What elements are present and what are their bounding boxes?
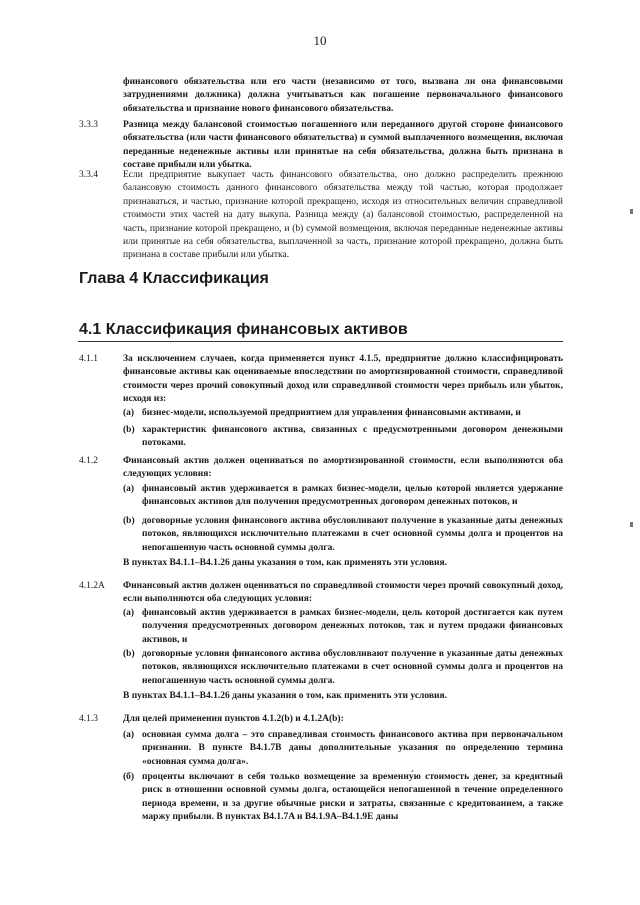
list-item-label: (a): [123, 408, 135, 418]
list-item: договорные условия финансового актива обусловливают получение в указанные даты денежных потоков, являющихся исключительно платежами в счет основной суммы долга и процентов на непогашенную часть основной суммы долга.: [142, 649, 563, 686]
paragraph-number-4-1-1: 4.1.1: [79, 354, 98, 364]
list-item: проценты включают в себя только возмещение за временну́ю стоимость денег, за кредитный риск в отношении основной суммы долга, остающейся непогашенной в течение определенного периода времени, и за другие обычные риски и затраты, связанные с кредитованием, а также маржу прибыли. В пунктах B4.1.7A и B4.1.9A–B4.1.9E даны: [142, 772, 563, 823]
paragraph-note: В пунктах B4.1.1–B4.1.26 даны указания о том, как применять эти условия.: [123, 691, 448, 701]
section-heading: 4.1 Классификация финансовых активов: [79, 321, 408, 338]
list-item-label: (b): [123, 516, 135, 526]
intro-text: финансового обязательства или его части (независимо от того, вызвана ли она финансовыми затруднениями должника) должна учитываться как погашение первоначального финансового обязательства и признание нового финансового обязательства.: [123, 77, 563, 114]
paragraph-4-1-1: За исключением случаев, когда применяется пункт 4.1.5, предприятие должно классифицировать финансовые активы как оцениваемые впоследствии по амортизированной стоимости, справедливой стоимости через прочий совокупный доход или справедливой стоимости через прибыль или убыток, исходя из:: [123, 354, 563, 405]
list-item-label: (б): [123, 772, 135, 782]
scan-mark: [630, 522, 633, 527]
paragraph-3-3-3: Разница между балансовой стоимостью погашенного или переданного другой стороне финансового обязательства (или части финансового обязательства) и суммой выплаченного возмещения, включая переданные неденежные активы или принятые на себя обязательства, должна быть признана в составе прибыли или убытка.: [123, 120, 563, 171]
chapter-heading: Глава 4 Классификация: [79, 270, 269, 287]
paragraph-number-3-3-4: 3.3.4: [79, 170, 98, 180]
list-item: финансовый актив удерживается в рамках бизнес-модели, целью которой является удержание финансовых активов для получения предусмотренных договором денежных потоков, и: [142, 484, 563, 508]
list-item: договорные условия финансового актива обусловливают получение в указанные даты денежных потоков, являющихся исключительно платежами в счет основной суммы долга и процентов на непогашенную часть основной суммы долга.: [142, 516, 563, 553]
list-item: финансовый актив удерживается в рамках бизнес-модели, цель которой достигается как путем получения предусмотренных договором денежных потоков, так и путем продажи финансовых активов, и: [142, 608, 563, 645]
paragraph-4-1-2: Финансовый актив должен оцениваться по амортизированной стоимости, если выполняются оба следующих условия:: [123, 456, 563, 480]
list-item: характеристик финансового актива, связанных с предусмотренными договором денежными потоками.: [142, 425, 563, 449]
list-item-label: (b): [123, 649, 135, 659]
paragraph-number-4-1-3: 4.1.3: [79, 714, 98, 724]
paragraph-number-4-1-2: 4.1.2: [79, 456, 98, 466]
page-number: 10: [313, 33, 327, 48]
list-item: основная сумма долга – это справедливая стоимость финансового актива при первоначальном признании. В пункте B4.1.7B даны дополнительные указания по определению термина «основная сумма долга».: [142, 730, 563, 767]
section-underline: [78, 341, 563, 342]
paragraph-note: В пунктах B4.1.1–B4.1.26 даны указания о том, как применять эти условия.: [123, 558, 448, 568]
list-item-label: (a): [123, 730, 135, 740]
scan-mark: [630, 209, 633, 214]
paragraph-4-1-3: Для целей применения пунктов 4.1.2(b) и 4.1.2A(b):: [123, 714, 344, 724]
paragraph-number-4-1-2a: 4.1.2A: [79, 581, 105, 591]
list-item-label: (a): [123, 484, 135, 494]
paragraph-3-3-4: Если предприятие выкупает часть финансового обязательства, оно должно распределить прежнюю балансовую стоимость данного финансового обязательства между той частью, которая продолжает признаваться, и частью, признание которой прекращено, исходя из относительных величин справедливой стоимости этих частей на дату выкупа. Разница между (a) балансовой стоимостью, распределенной на часть, признание которой прекращено, и (b) суммой возмещения, включая переданные неденежные активы или принятые на себя обязательства, выплаченной за часть, признание которой прекращено, должна быть признана в составе прибыли или убытка.: [123, 170, 563, 261]
list-item-label: (b): [123, 425, 135, 435]
list-item: бизнес-модели, используемой предприятием для управления финансовыми активами, и: [142, 408, 521, 418]
list-item-label: (a): [123, 608, 135, 618]
paragraph-4-1-2a: Финансовый актив должен оцениваться по справедливой стоимости через прочий совокупный доход, если выполняются оба следующих условия:: [123, 581, 563, 605]
paragraph-number-3-3-3: 3.3.3: [79, 120, 98, 130]
